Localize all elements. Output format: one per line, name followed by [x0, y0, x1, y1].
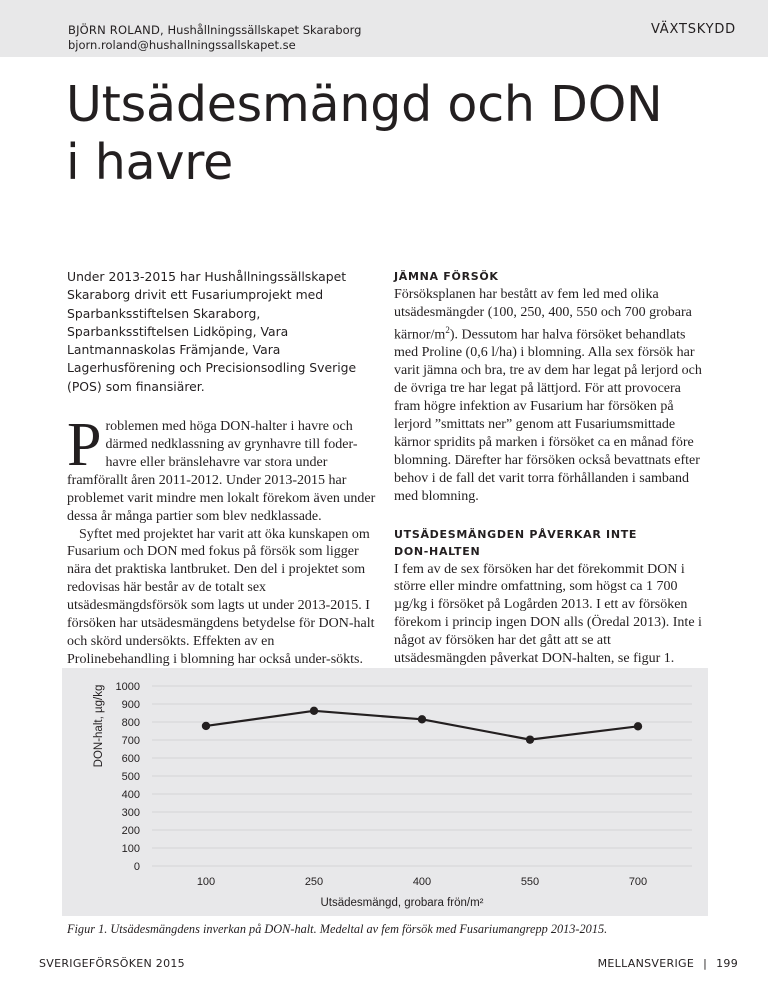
author-email: bjorn.roland@hushallningssallskapet.se — [68, 38, 296, 52]
author-block — [68, 23, 361, 53]
y-tick-label: 800 — [121, 717, 140, 729]
title-line-2: i havre — [66, 134, 234, 191]
footer-separator: | — [703, 957, 708, 970]
paragraph-3-text-a: Försöksplanen har bestått av fem led med olika utsädesmängder (100, 250, 400, 550 och 700 grobara kärnor/m — [394, 287, 692, 343]
page-number: 199 — [716, 957, 738, 970]
body-paragraph-2: Syftet med projektet har varit att öka kunskapen om Fusarium och DON med fokus på försök som ligger nära det praktiska lantbruket. Den del i projektet som redovisas här består av de totalt sex utsädesmängdsförsök som lagts ut under 2013-2015. I försöken har utsädesmängdens betydelse för DON-halt och skörd undersökts. Effekten av en Prolinebehandling i blomning har också under-sökts. — [67, 526, 375, 667]
subheading-jamna-forsok: JÄMNA FÖRSÖK — [394, 270, 499, 283]
y-tick-label: 1000 — [115, 681, 140, 693]
chart-svg — [62, 668, 708, 916]
superscript-2: 2 — [445, 324, 450, 335]
data-point — [310, 707, 318, 715]
footer-region: MELLANSVERIGE — [597, 957, 695, 970]
don-chart — [62, 668, 708, 916]
x-tick-label: 550 — [520, 876, 540, 888]
data-point — [634, 722, 642, 730]
data-point — [418, 715, 426, 723]
author-org: Hushållningssällskapet Skaraborg — [163, 23, 362, 37]
footer-right — [598, 957, 738, 970]
y-tick-label: 700 — [121, 735, 140, 747]
x-tick-label: 700 — [628, 876, 648, 888]
subheading-line-2: DON-HALTEN — [394, 544, 481, 558]
right-column — [394, 268, 706, 668]
data-point — [202, 722, 210, 730]
article-title — [66, 76, 726, 192]
subheading-line-1: UTSÄDESMÄNGDEN PÅVERKAR INTE — [394, 527, 638, 541]
author-name: BJÖRN ROLAND, — [68, 23, 164, 37]
y-tick-label: 400 — [121, 789, 140, 801]
body-paragraph-3 — [394, 286, 706, 506]
ingress: Under 2013-2015 har Hushållningssällskapet Skaraborg drivit ett Fusariumprojekt med Sparbanksstiftelsen Skaraborg, Sparbanksstiftelsen Lidköping, Vara Lantmannaskolas Främjande, Vara Lagerhusförening och Precisionsodling Sverige (POS) som finansiärer. — [67, 269, 357, 394]
y-tick-label: 100 — [121, 843, 140, 855]
title-line-1: Utsädesmängd och DON — [66, 76, 663, 133]
y-tick-label: 300 — [121, 807, 140, 819]
x-axis-label: Utsädesmängd, grobara frön/m² — [320, 897, 484, 909]
paragraph-3-text-b: ). Dessutom har halva försöket behandlats med Proline (0,6 l/ha) i blomning. Alla sex försök har varit jämna och bra, tre av dem har legat på lerjord och de övriga tre har legat på lättjord. För att provocera fram högre infektion av Fusarium har försöken på lerjord ”smittats ner” genom att Fusariumsmittade kärnor spridits på marken i försöket ca en månad före blomning. Därefter har försöken också bevattnats efter behov i de fall det varit torra förhållanden i samband med blomning. — [394, 327, 702, 504]
section-label: VÄXTSKYDD — [650, 22, 736, 37]
body-paragraph-1 — [67, 411, 379, 525]
paragraph-1-text: roblemen med höga DON-halter i havre och därmed nedklassning av grynhavre till foder-havre eller bränslehavre var stora under framförallt åren 2011-2012. Under 2013-2015 har problemet varit mindre men lokalt förekom även under dessa år många partier som blev nedklassade. — [67, 419, 376, 524]
y-tick-label: 200 — [121, 825, 140, 837]
y-tick-label: 0 — [133, 861, 140, 873]
subheading-utsadesmangden — [394, 526, 706, 560]
left-column — [67, 268, 379, 669]
body-paragraph-4: I fem av de sex försöken har det förekommit DON i större eller mindre omfattning, som högst ca 1 700 µg/kg i försöket på Logården 2013. I ett av försöken förekom i princip ingen DON alls (Öredal 2013). Inte i något av försöken har det gått att se att utsädesmängden påverkat DON-halten, se figur 1. — [394, 561, 702, 667]
x-tick-label: 400 — [412, 876, 432, 888]
x-tick-label: 250 — [304, 876, 324, 888]
figure-caption: Figur 1. Utsädesmängdens inverkan på DON-halt. Medeltal av fem försök med Fusariumangrepp 2013-2015. — [67, 922, 608, 936]
drop-cap: P — [67, 411, 102, 480]
y-tick-label: 500 — [121, 771, 140, 783]
y-tick-label: 600 — [121, 753, 140, 765]
y-tick-label: 900 — [121, 699, 140, 711]
x-tick-label: 100 — [196, 876, 216, 888]
y-axis-label: DON-halt, µg/kg — [93, 684, 105, 768]
data-point — [526, 735, 534, 743]
footer-publication: SVERIGEFÖRSÖKEN 2015 — [39, 957, 185, 970]
